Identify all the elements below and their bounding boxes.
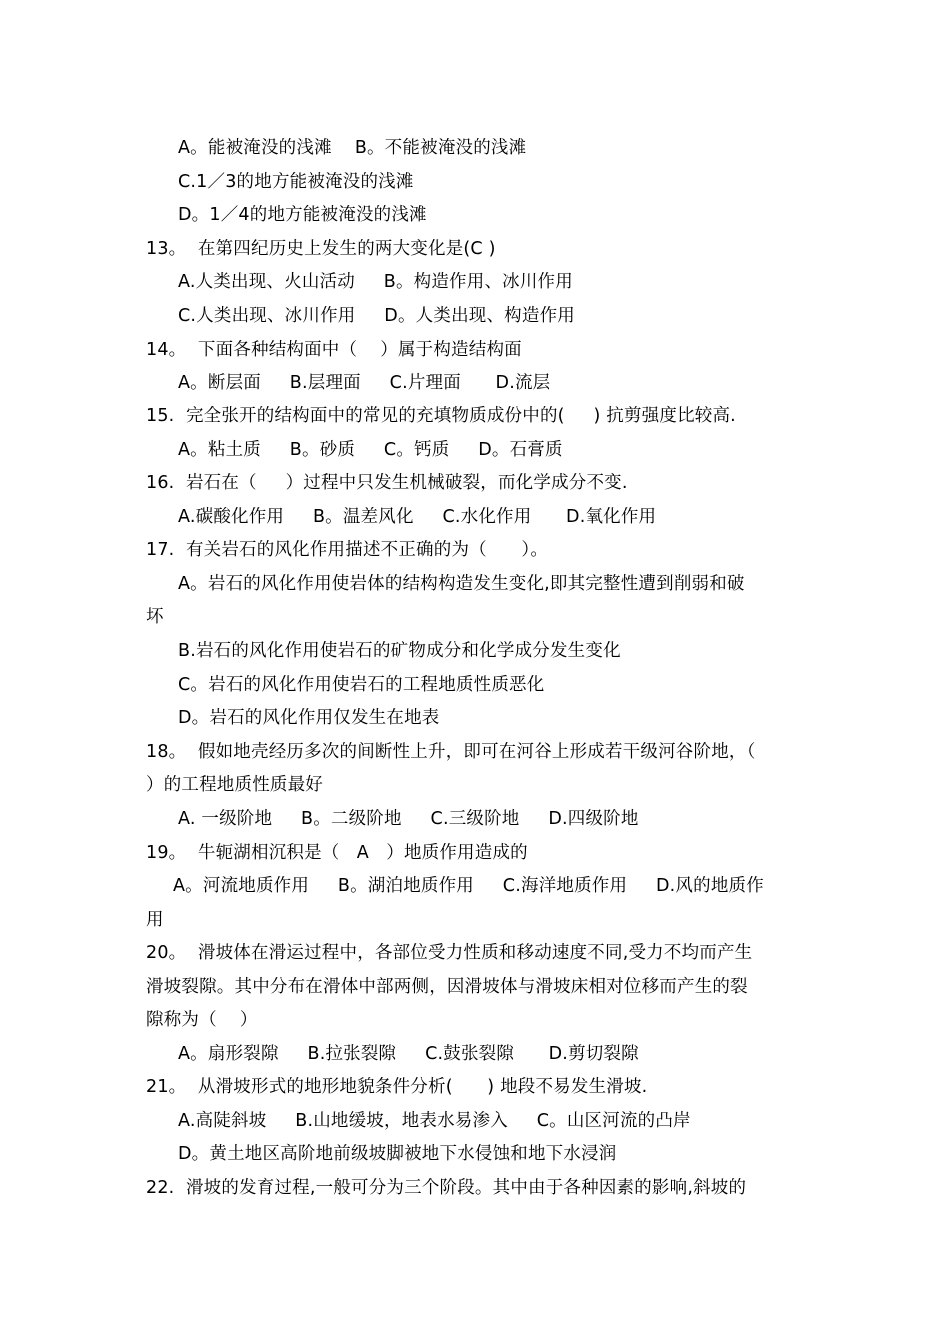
question-18: 18。 假如地壳经历多次的间断性上升，即可在河谷上形成若干级河谷阶地，（ (146, 742, 756, 762)
option-line-15: A。粘土质 B。砂质 C。钙质 D。石膏质 (178, 440, 563, 460)
option-line-14: A。断层面 B.层理面 C.片理面 D.流层 (178, 373, 551, 393)
option-line-13-ab: A.人类出现、火山活动 B。构造作用、冰川作用 (178, 272, 573, 292)
option-line-16: A.碳酸化作用 B。温差风化 C.水化作用 D.氧化作用 (178, 507, 657, 527)
option-line-21-abc: A.高陡斜坡 B.山地缓坡，地表水易渗入 C。山区河流的凸岸 (178, 1111, 691, 1131)
option-line-12-ab: A。能被淹没的浅滩 B。不能被淹没的浅滩 (178, 138, 527, 158)
question-21: 21。 从滑坡形式的地形地貌条件分析( ) 地段不易发生滑坡. (146, 1077, 648, 1097)
question-19: 19。 牛轭湖相沉积是（ A ）地质作用造成的 (146, 843, 528, 863)
option-line-17-b: B.岩石的风化作用使岩石的矿物成分和化学成分发生变化 (178, 641, 621, 661)
option-line-12-d: D。1／4的地方能被淹没的浅滩 (178, 205, 427, 225)
option-line-20: A。扇形裂隙 B.拉张裂隙 C.鼓张裂隙 D.剪切裂隙 (178, 1044, 639, 1064)
option-line-12-c: C.1／3的地方能被淹没的浅滩 (178, 172, 414, 192)
option-line-17-d: D。岩石的风化作用仅发生在地表 (178, 708, 440, 728)
option-line-19: A。河流地质作用 B。湖泊地质作用 C.海洋地质作用 D.风的地质作 (173, 876, 764, 896)
question-13: 13。 在第四纪历史上发生的两大变化是(C ) (146, 239, 496, 259)
option-line-17-a: A。岩石的风化作用使岩体的结构构造发生变化,即其完整性遭到削弱和破 (178, 574, 745, 594)
question-16: 16. 岩石在（ ）过程中只发生机械破裂，而化学成分不变. (146, 473, 628, 493)
question-22: 22. 滑坡的发育过程,一般可分为三个阶段。其中由于各种因素的影响,斜坡的 (146, 1178, 747, 1198)
option-line-17-c: C。岩石的风化作用使岩石的工程地质性质恶化 (178, 675, 545, 695)
option-line-18: A. 一级阶地 B。二级阶地 C.三级阶地 D.四级阶地 (178, 809, 639, 829)
question-15: 15. 完全张开的结构面中的常见的充填物质成份中的( ) 抗剪强度比较高. (146, 406, 736, 426)
question-18-cont: ）的工程地质性质最好 (146, 775, 323, 795)
question-20-cont-2: 隙称为（ ） (146, 1010, 258, 1030)
question-14: 14。 下面各种结构面中（ ）属于构造结构面 (146, 340, 522, 360)
option-line-17-a-cont: 坏 (146, 607, 164, 627)
question-20-cont-1: 滑坡裂隙。其中分布在滑体中部两侧，因滑坡体与滑坡床相对位移而产生的裂 (146, 977, 748, 997)
option-line-13-cd: C.人类出现、冰川作用 D。人类出现、构造作用 (178, 306, 575, 326)
option-line-19-cont: 用 (146, 910, 164, 930)
question-17: 17. 有关岩石的风化作用描述不正确的为（ ）。 (146, 540, 549, 560)
question-20: 20。 滑坡体在滑运过程中，各部位受力性质和移动速度不同,受力不均而产生 (146, 943, 753, 963)
option-line-21-d: D。黄土地区高阶地前级坡脚被地下水侵蚀和地下水浸润 (178, 1144, 617, 1164)
